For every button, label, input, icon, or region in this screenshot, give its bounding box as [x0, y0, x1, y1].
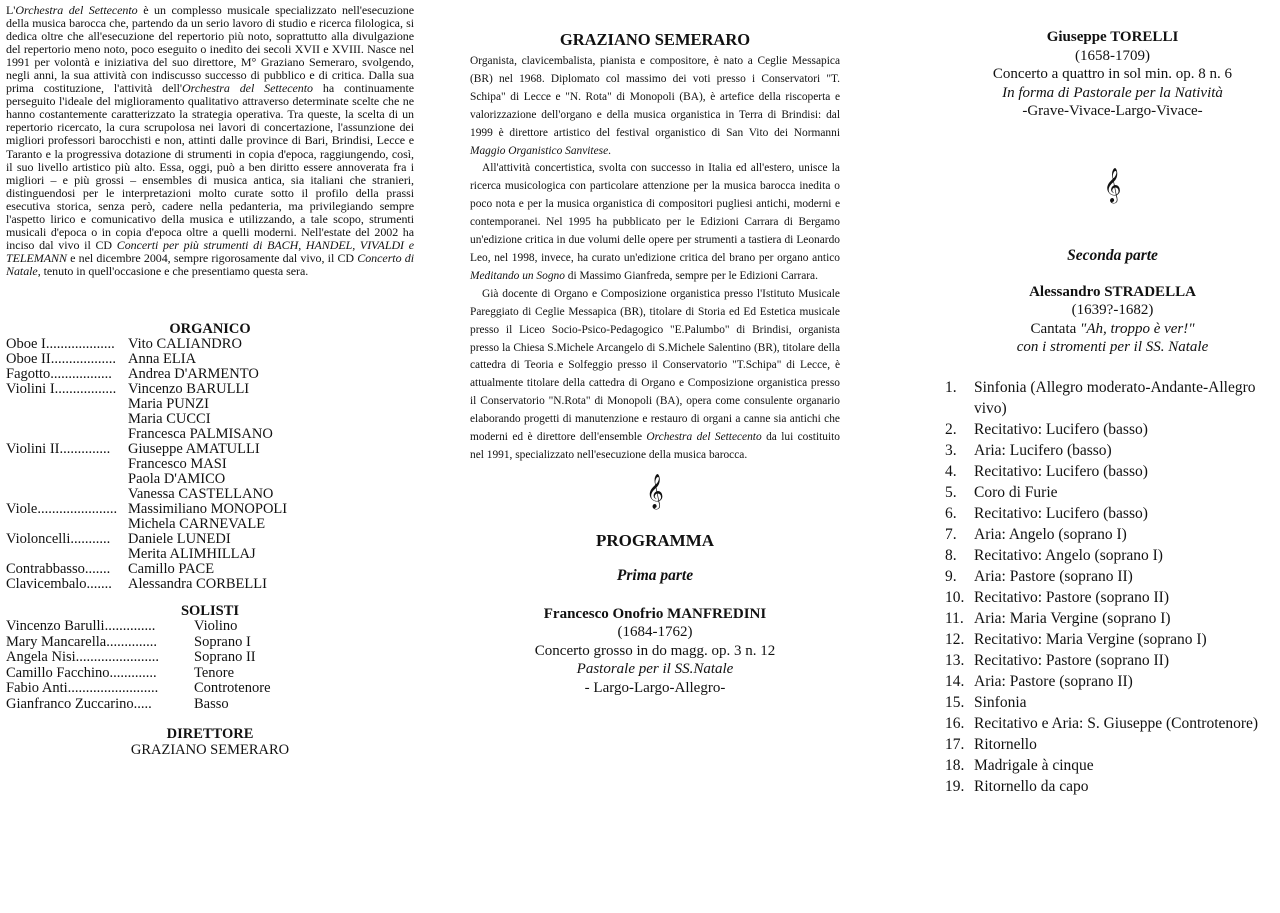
biography-paragraph: [470, 160, 840, 285]
movement-number: 5.: [945, 483, 957, 501]
musician-name: Vincenzo BARULLI: [128, 380, 250, 397]
piece-dates: (1658-1709): [1075, 47, 1150, 64]
soloists-list: [6, 619, 414, 712]
movement-item: [945, 608, 1280, 629]
piece-work: [945, 320, 1280, 339]
orchestra-intro-paragraph: [6, 4, 414, 278]
movement-number: 17.: [945, 735, 965, 753]
ensemble-section: [6, 322, 414, 592]
ensemble-names: [128, 532, 414, 562]
musician-name: Anna ELIA: [128, 350, 197, 367]
musician-name: Maria CUCCI: [128, 410, 211, 427]
director-section: [6, 726, 414, 758]
soloist-part: Violino: [194, 618, 238, 635]
right-column: [945, 0, 1280, 913]
movement-item: [945, 650, 1280, 671]
ensemble-names: [128, 442, 414, 502]
musician-name: Francesco MASI: [128, 455, 227, 472]
piece-subtitle: Pastorale per il SS.Natale: [576, 661, 734, 678]
ensemble-role: Violini I.................: [6, 381, 117, 397]
movement-number: 10.: [945, 588, 965, 606]
piece-work: Concerto grosso in do magg. op. 3 n. 12: [534, 642, 776, 659]
movement-number: 8.: [945, 546, 957, 564]
movement-text: Ritornello: [974, 735, 1037, 753]
movement-item: [945, 713, 1280, 734]
director-name: GRAZIANO SEMERARO: [130, 742, 290, 759]
ensemble-role: Violini II..............: [6, 441, 111, 457]
movement-item: [945, 461, 1280, 482]
programme-title: PROGRAMMA: [595, 530, 715, 550]
intro-text-italic: Concerto di Natale: [6, 250, 414, 278]
musician-name: Maria PUNZI: [128, 395, 209, 412]
movement-item: [945, 482, 1280, 503]
piece-dates: (1639?-1682): [1071, 302, 1154, 318]
movement-number: 18.: [945, 756, 965, 774]
part-one-title: Prima parte: [616, 566, 694, 584]
treble-clef-icon: 𝄞: [1103, 168, 1122, 202]
soloist-row: [6, 650, 414, 666]
ensemble-names: [128, 382, 414, 442]
soloist-part: Controtenore: [194, 680, 271, 697]
movement-text: Recitativo: Lucifero (basso): [974, 462, 1148, 480]
musician-name: Francesca PALMISANO: [128, 425, 273, 442]
movement-item: [945, 692, 1280, 713]
bio-text: di Massimo Gianfreda, sempre per le Edizioni Carrara.: [564, 269, 818, 282]
movement-item: [945, 587, 1280, 608]
movement-item: [945, 734, 1280, 755]
musician-name: Alessandra CORBELLI: [128, 575, 267, 592]
movement-item: [945, 524, 1280, 545]
piece-subtitle: In forma di Pastorale per la Natività: [1002, 84, 1223, 101]
piece-movements: -Grave-Vivace-Largo-Vivace-: [1022, 103, 1203, 119]
movement-text: Aria: Lucifero (basso): [974, 441, 1112, 459]
bio-text: All'attività concertistica, svolta con successo in Italia ed all'estero, unisce la ricerca musicologica con particolare attenzione per la musica barocca inedita o poco nota e per la musica organistica di compositori pugliesi antichi, moderni e contemporanei. Nel 1995 ha pubblicato per le Edizioni Carrara di Bergamo un'edizione critica in due volumi delle opere per strumenti a tastiera di Leonardo Leo, nel 1998, invece, ha curato un'edizione critica del brano per organo antico: [470, 162, 840, 264]
bio-text-italic: Orchestra del Settecento: [646, 431, 762, 444]
left-column: [0, 0, 420, 913]
intro-text-italic: Orchestra del Settecento: [15, 3, 138, 17]
movement-item: [945, 419, 1280, 440]
movement-text: Recitativo: Lucifero (basso): [974, 504, 1148, 522]
bio-text: Già docente di Organo e Composizione organistica presso l'Istituto Musicale Pareggiato di Ceglie Messapica (BR), titolare di Storia ed Ed Estetica musicale presso il Liceo Socio-Psico-Pedagogico "E.Palumbo" di Brindisi, organista presso la Chiesa S.Michele Arcangelo di S.Michele Salentino (BR), titolare della cattedra di Teoria e Solfeggio presso il Conservatorio "T.Schipa" di Lecce, è attualmente titolare della cattedra di Organo e Composizione organistica presso il Conservatorio "N.Rota" di Monopoli (BA), opera come consulente organario elaborando progetti di manutenzione e restauro di organi a canne sia antichi che moderni ed è direttore dell'ensemble: [470, 287, 840, 444]
movement-number: 1.: [945, 378, 957, 396]
ensemble-role: Oboe I...................: [6, 336, 115, 352]
movement-text: Sinfonia (Allegro moderato-Andante-Allegro vivo): [974, 378, 1256, 417]
piece-composer: Alessandro STRADELLA: [1029, 283, 1196, 300]
cantata-movement-list: [945, 377, 1280, 797]
bio-text: Organista, clavicembalista, pianista e compositore, è nato a Ceglie Messapica (BR) nel 1968. Diplomato col massimo dei voti presso i Conservatori "T. Schipa" di Lecce e "N. Rota" di Monopoli (BA), è artefice della riscoperta e valorizzazione dell'organo e della musica organistica in Terra di Brindisi: dal 1999 è direttore artistico del festival organistico di San Vito dei Normanni: [470, 55, 840, 139]
soloist-name: Camillo Facchino.............: [6, 665, 157, 681]
ensemble-list: [6, 337, 414, 592]
intro-text: , tenuto in quell'occasione e che presentiamo questa sera.: [37, 263, 309, 278]
musician-name: Michela CARNEVALE: [128, 515, 266, 532]
movement-text: Aria: Angelo (soprano I): [974, 525, 1127, 543]
ensemble-row: [6, 502, 414, 532]
director-title: DIRETTORE: [166, 726, 254, 743]
movement-text: Ritornello da capo: [974, 777, 1089, 795]
ensemble-role: Violoncelli...........: [6, 531, 111, 547]
movement-text: Recitativo: Pastore (soprano II): [974, 651, 1169, 669]
ensemble-row: [6, 532, 414, 562]
soloist-name: Mary Mancarella..............: [6, 634, 157, 650]
ensemble-row: [6, 562, 414, 577]
ensemble-names: [128, 337, 414, 352]
intro-text-italic: Orchestra del Settecento: [182, 81, 313, 96]
movement-text: Recitativo: Lucifero (basso): [974, 420, 1148, 438]
biography-section: [470, 30, 840, 465]
soloist-part: Basso: [194, 695, 229, 712]
ensemble-role: Oboe II..................: [6, 351, 116, 367]
ensemble-role: Fagotto.................: [6, 366, 112, 382]
piece-movements: - Largo-Largo-Allegro-: [584, 679, 726, 696]
biography-paragraph: [470, 53, 840, 160]
movement-text: Aria: Pastore (soprano II): [974, 567, 1133, 585]
soloist-row: [6, 635, 414, 651]
ensemble-title: ORGANICO: [169, 320, 251, 337]
treble-clef-icon: 𝄞: [646, 474, 664, 508]
movement-text: Sinfonia: [974, 693, 1027, 711]
ensemble-role: Contrabbasso.......: [6, 561, 111, 577]
piece-subtitle: con i stromenti per il SS. Natale: [1016, 339, 1209, 355]
bio-text: .: [608, 144, 612, 157]
soloist-name: Fabio Anti.........................: [6, 681, 159, 697]
piece-composer: Francesco Onofrio MANFREDINI: [543, 605, 767, 622]
soloist-row: [6, 681, 414, 697]
movement-item: [945, 629, 1280, 650]
intro-text: ha continuamente perseguito l'ideale del miglioramento qualitativo attraverso determinate scelte che ne hanno costantemente caratterizzato la strategia operativa. Tra queste, la scelta di un repertorio ricercato, la cura scrupolosa nei lavori di concertazione, l'assunzione dei migliori professori barocchisti e non, attinti dalle province di Bari, Brindisi, Lecce e Taranto e la progressiva dotazione di strumenti in copia d'epoca, raggiungendo, così, il suo livello artistico più alto. Essa, oggi, può a ben diritto essere annoverata fra i migliori – e più grossi – ensembles di musica antica, sia italiani che stranieri, distinguendosi per le interpretazioni molto curate sotto il profilo della prassi esecutiva storica, senza però, cadere nella pedanteria, ma privilegiando sempre l'aspetto lirico e comunicativo della musica e utilizzando, a tale scopo, strumenti musicali d'epoca o in copia d'epoca oltre a quelli moderni. Nell'estate del 2002 ha inciso dal vivo il CD: [6, 81, 415, 252]
piece-manfredini: [470, 605, 840, 698]
movement-item: [945, 755, 1280, 776]
musician-name: Paola D'AMICO: [128, 470, 226, 487]
musician-name: Andrea D'ARMENTO: [128, 365, 259, 382]
ensemble-names: [128, 502, 414, 532]
intro-text: è un complesso musicale specializzato nell'esecuzione della musica barocca che, partendo da un serio lavoro di studio e ricerca filologica, si dedica oltre che all'esecuzione del repertorio più noto, soprattutto alla divulgazione del repertorio meno noto, poco eseguito o inedito dei secoli XVII e XVIII. Nasce nel 1991 per volontà e iniziativa del suo direttore, M° Graziano Semeraro, svolgendo, negli anni, la sua attività con indiscusso successo di pubblico e di critica. Dalla sua prima costituzione, l'attività dell': [6, 3, 414, 96]
soloists-section: [6, 604, 414, 713]
soloist-name: Vincenzo Barulli..............: [6, 619, 156, 635]
ensemble-row: [6, 367, 414, 382]
movement-number: 3.: [945, 441, 957, 459]
movement-number: 15.: [945, 693, 965, 711]
movement-number: 2.: [945, 420, 957, 438]
ensemble-row: [6, 382, 414, 442]
movement-text: Madrigale à cinque: [974, 756, 1094, 774]
movement-number: 11.: [945, 609, 964, 627]
movement-number: 9.: [945, 567, 957, 585]
musician-name: Daniele LUNEDI: [128, 530, 231, 547]
movement-item: [945, 545, 1280, 566]
movement-number: 16.: [945, 714, 965, 732]
middle-column: [470, 0, 840, 913]
bio-text-italic: Maggio Organistico Sanvitese: [470, 144, 609, 157]
biography-title: GRAZIANO SEMERARO: [559, 30, 751, 49]
soloist-row: [6, 697, 414, 713]
piece-dates: (1684-1762): [617, 624, 693, 641]
movement-number: 13.: [945, 651, 965, 669]
movement-item: [945, 776, 1280, 797]
soloist-part: Soprano II: [194, 649, 256, 666]
soloist-part: Soprano I: [194, 633, 251, 650]
movement-text: Coro di Furie: [974, 483, 1058, 501]
soloist-row: [6, 666, 414, 682]
intro-text-italic: Concerti per più strumenti di BACH, HANDEL, VIVALDI e TELEMANN: [6, 237, 414, 265]
intro-text: e nel dicembre 2004, sempre rigorosamente dal vivo, il CD: [66, 250, 358, 265]
movement-item: [945, 377, 1280, 419]
bio-text-italic: Meditando un Sogno: [470, 269, 565, 282]
musician-name: Vito CALIANDRO: [128, 335, 242, 352]
movement-number: 14.: [945, 672, 965, 690]
piece-composer: Giuseppe TORELLI: [1046, 29, 1179, 45]
musician-name: Camillo PACE: [128, 560, 215, 577]
ensemble-names: [128, 367, 414, 382]
ensemble-role: Clavicembalo.......: [6, 576, 112, 592]
movement-item: [945, 671, 1280, 692]
movement-text: Recitativo: Angelo (soprano I): [974, 546, 1163, 564]
movement-text: Recitativo e Aria: S. Giuseppe (Controtenore): [974, 714, 1259, 732]
musician-name: Merita ALIMHILLAJ: [128, 545, 256, 562]
soloist-part: Tenore: [194, 664, 235, 681]
movement-number: 19.: [945, 777, 965, 795]
piece-work: Concerto a quattro in sol min. op. 8 n. 6: [992, 66, 1233, 82]
piece-stradella: [945, 283, 1280, 357]
piece-work-title: "Ah, troppo è ver!": [1080, 320, 1195, 337]
movement-number: 7.: [945, 525, 957, 543]
intro-text: L': [6, 3, 16, 17]
movement-item: [945, 440, 1280, 461]
soloist-name: Gianfranco Zuccarino.....: [6, 696, 152, 712]
piece-torelli: [945, 28, 1280, 121]
ensemble-row: [6, 337, 414, 352]
musician-name: Massimiliano MONOPOLI: [128, 500, 288, 517]
ensemble-names: [128, 352, 414, 367]
movement-item: [945, 503, 1280, 524]
movement-text: Recitativo: Maria Vergine (soprano I): [974, 630, 1207, 648]
piece-work-prefix: Cantata: [1030, 320, 1081, 337]
movement-text: Recitativo: Pastore (soprano II): [974, 588, 1169, 606]
soloist-row: [6, 619, 414, 635]
movement-number: 4.: [945, 462, 957, 480]
ensemble-role: Viole......................: [6, 501, 118, 517]
ensemble-row: [6, 352, 414, 367]
movement-number: 6.: [945, 504, 957, 522]
bio-text: da lui costituito nel 1991, specializzato nell'esecuzione della musica barocca.: [470, 431, 841, 461]
movement-text: Aria: Maria Vergine (soprano I): [974, 609, 1171, 627]
ensemble-names: [128, 562, 414, 577]
movement-item: [945, 566, 1280, 587]
soloists-title: SOLISTI: [180, 602, 240, 619]
part-two-title: Seconda parte: [1067, 246, 1158, 264]
movement-number: 12.: [945, 630, 965, 648]
ensemble-row: [6, 442, 414, 502]
ensemble-row: [6, 577, 414, 592]
ensemble-names: [128, 577, 414, 592]
movement-text: Aria: Pastore (soprano II): [974, 672, 1133, 690]
musician-name: Giuseppe AMATULLI: [128, 440, 260, 457]
soloist-name: Angela Nisi.......................: [6, 650, 160, 666]
musician-name: Vanessa CASTELLANO: [128, 485, 274, 502]
biography-paragraph: [470, 286, 840, 465]
